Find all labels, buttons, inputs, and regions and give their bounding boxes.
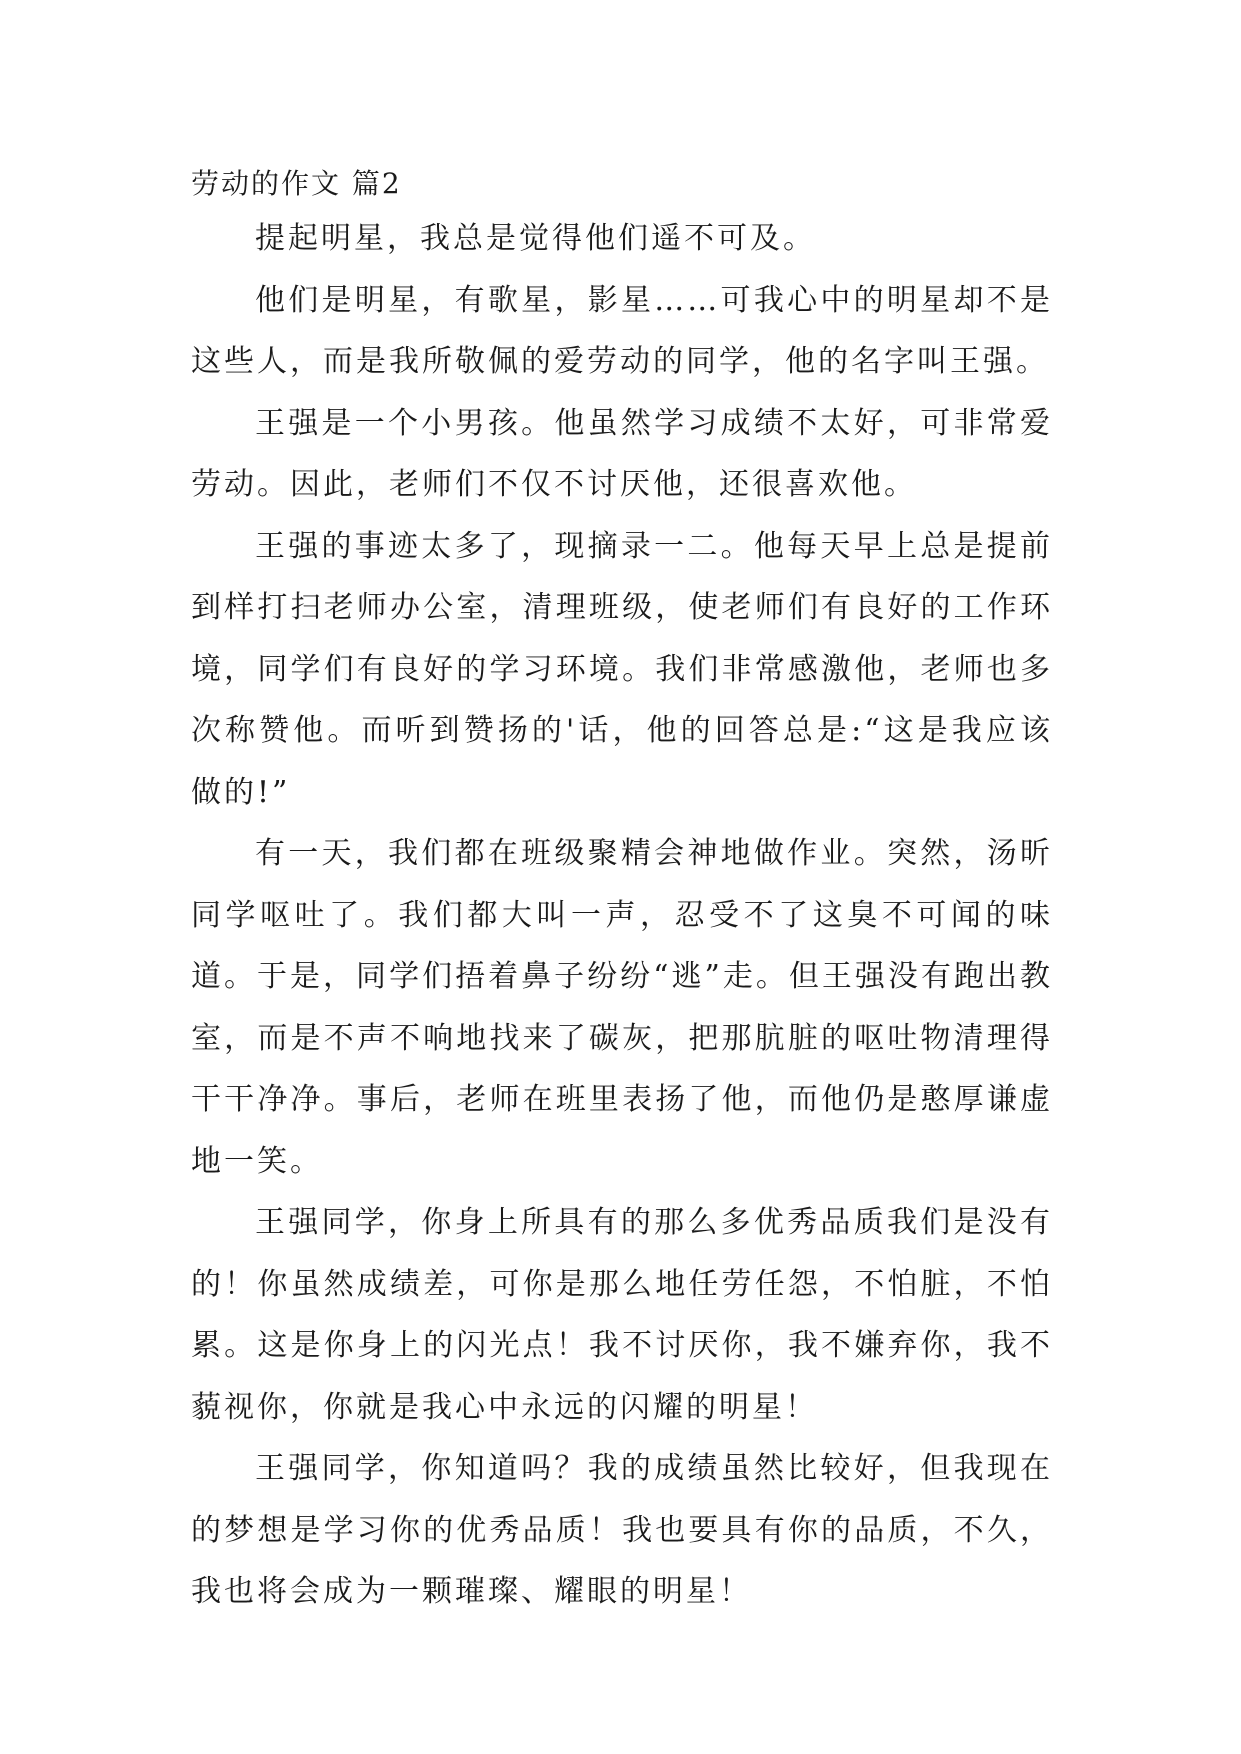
paragraph: 王强同学，你知道吗？我的成绩虽然比较好，但我现在的梦想是学习你的优秀品质！我也要具有你的品质，不久，我也将会成为一颗璀璨、耀眼的明星！ bbox=[191, 1451, 1053, 1609]
paragraph: 王强是一个小男孩。他虽然学习成绩不太好，可非常爱劳动。因此，老师们不仅不讨厌他，还很喜欢他。 bbox=[191, 405, 1053, 502]
document-title: 劳动的作文 篇2 bbox=[191, 167, 402, 200]
paragraph: 王强同学，你身上所具有的那么多优秀品质我们是没有的！你虽然成绩差，可你是那么地任劳任怨，不怕脏，不怕累。这是你身上的闪光点！我不讨厌你，我不嫌弃你，我不藐视你，你就是我心中永远的闪耀的明星！ bbox=[191, 1205, 1053, 1425]
paragraph: 提起明星，我总是觉得他们遥不可及。 bbox=[255, 221, 816, 256]
paragraph: 他们是明星，有歌星，影星……可我心中的明星却不是这些人，而是我所敬佩的爱劳动的同学，他的名字叫王强。 bbox=[191, 282, 1053, 379]
paragraph: 有一天，我们都在班级聚精会神地做作业。突然，汤昕同学呕吐了。我们都大叫一声，忍受不了这臭不可闻的味道。于是，同学们捂着鼻子纷纷“逃”走。但王强没有跑出教室，而是不声不响地找来了碳灰，把那肮脏的呕吐物清理得干干净净。事后，老师在班里表扬了他，而他仍是憨厚谦虚地一笑。 bbox=[191, 836, 1053, 1179]
paragraph: 王强的事迹太多了，现摘录一二。他每天早上总是提前到样打扫老师办公室，清理班级，使老师们有良好的工作环境，同学们有良好的学习环境。我们非常感激他，老师也多次称赞他。而听到赞扬的'话，他的回答总是:“这是我应该做的!” bbox=[191, 528, 1053, 810]
document-body bbox=[191, 160, 1053, 1623]
